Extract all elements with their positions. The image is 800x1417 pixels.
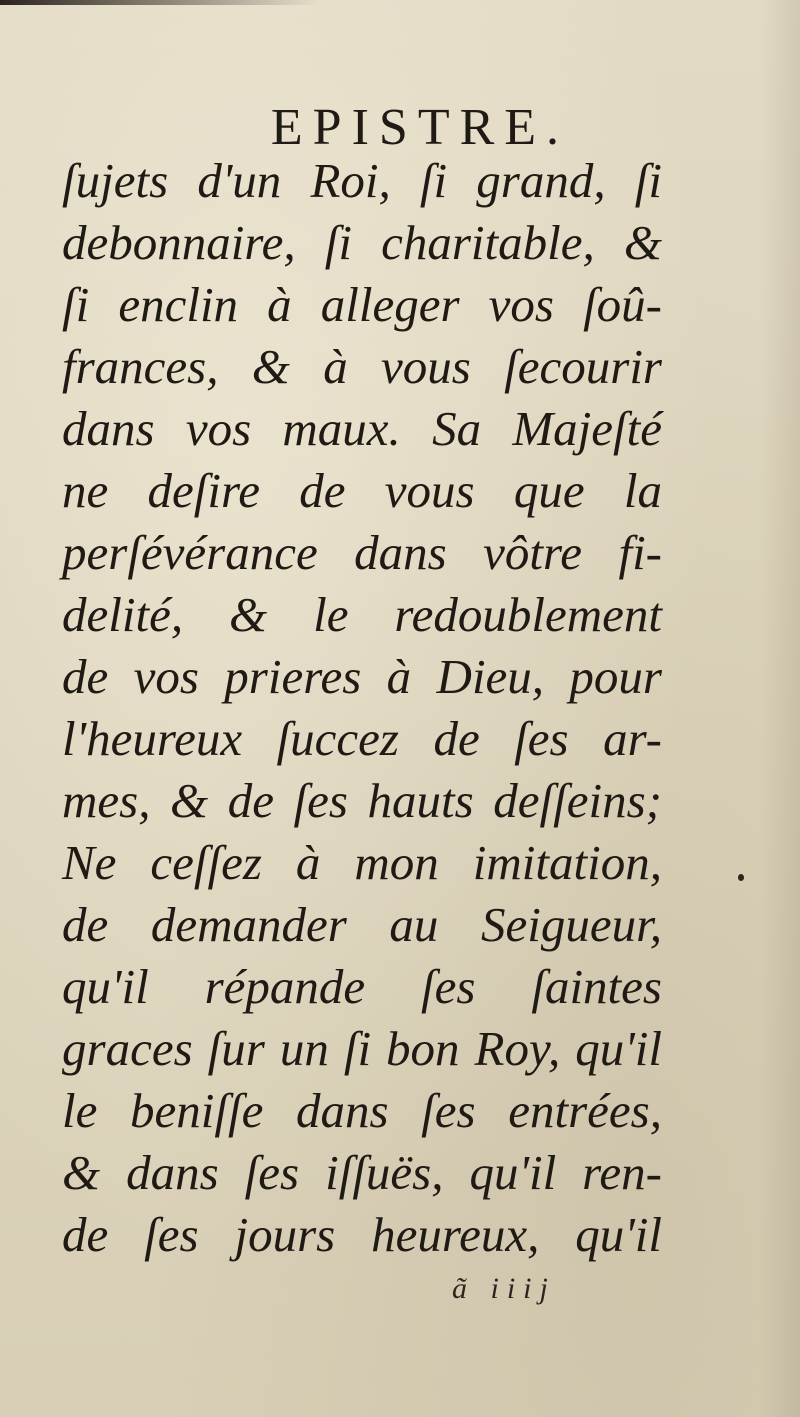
page-gutter-shadow (760, 0, 800, 1417)
signature-mark: ã iiij (452, 1272, 556, 1305)
running-head: EPISTRE. (270, 99, 570, 156)
text-line: ſi enclin à alleger vos ſoû- (62, 277, 662, 332)
text-line: l'heureux ſuccez de ſes ar- (62, 711, 662, 766)
text-line: delité, & le redoublement (62, 587, 662, 642)
text-line: le beniſſe dans ſes entrées, (62, 1083, 662, 1138)
text-line: Ne ceſſez à mon imitation, (62, 835, 662, 890)
body-text (62, 150, 662, 1266)
text-line: de ſes jours heureux, qu'il (62, 1207, 662, 1262)
page-top-edge (0, 0, 320, 5)
text-line: & dans ſes iſſuës, qu'il ren- (62, 1145, 662, 1200)
ink-speck (738, 874, 744, 881)
text-line: de demander au Seigueur, (62, 897, 662, 952)
text-line: qu'il répande ſes ſaintes (62, 959, 662, 1014)
text-line: graces ſur un ſi bon Roy, qu'il (62, 1021, 662, 1076)
text-line: frances, & à vous ſecourir (62, 339, 662, 394)
text-line: ſujets d'un Roi, ſi grand, ſi (62, 153, 662, 208)
text-line: dans vos maux. Sa Majeſté (62, 401, 662, 456)
text-line: perſévérance dans vôtre fi- (62, 525, 662, 580)
text-line: ne deſire de vous que la (62, 463, 662, 518)
text-line: mes, & de ſes hauts deſſeins; (62, 773, 662, 828)
text-line: de vos prieres à Dieu, pour (62, 649, 662, 704)
text-line: debonnaire, ſi charitable, & (62, 215, 662, 270)
